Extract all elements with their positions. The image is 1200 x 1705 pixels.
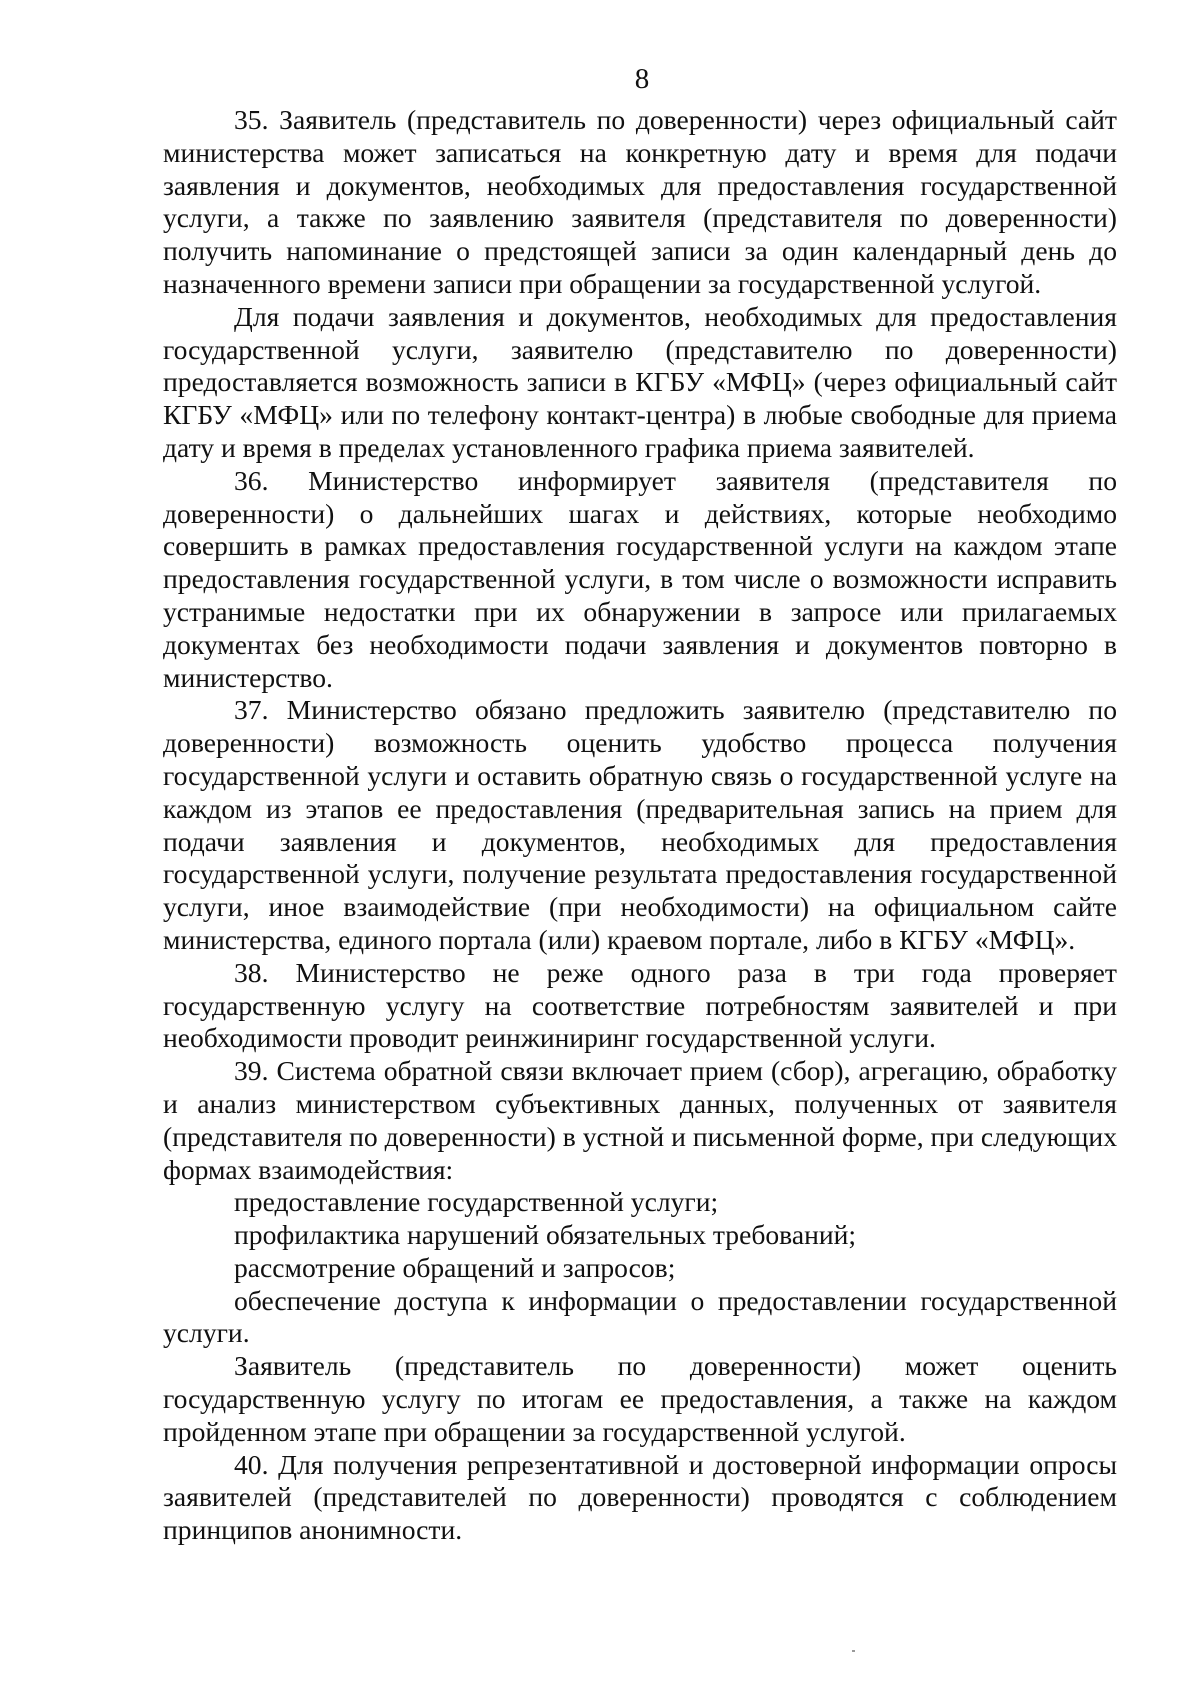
paragraph-applicant-evaluation: Заявитель (представитель по доверенности) может оценить государственную услугу по итогам ее предоставления, а также на каждом пройденном этапе при обращении за государственной услугой. (163, 1350, 1117, 1447)
paragraph-36: 36. Министерство информирует заявителя (представителя по доверенности) о дальнейших шагах и действиях, которые необходимо совершить в рамках предоставления государственной услуги на каждом этапе предоставления государственной услуги, в том числе о возможности исправить устранимые недостатки при их обнаружении в запросе или прилагаемых документах без необходимости подачи заявления и документов повторно в министерство. (163, 464, 1117, 693)
paragraph-37: 37. Министерство обязано предложить заявителю (представителю по доверенности) возможность оценить удобство процесса получения государственной услуги и оставить обратную связь о государственной услуге на каждом из этапов ее предоставления (предварительная запись на прием для подачи заявления и документов, необходимых для предоставления государственной услуги, получение результата предоставления государственной услуги, иное взаимодействие (при необходимости) на официальном сайте министерства, единого портала (или) краевом портале, либо в КГБУ «МФЦ». (163, 694, 1117, 955)
paragraph-39: 39. Система обратной связи включает прием (сбор), агрегацию, обработку и анализ министерством субъективных данных, полученных от заявителя (представителя по доверенности) в устной и письменной форме, при следующих формах взаимодействия: (163, 1055, 1117, 1185)
paragraph-40: 40. Для получения репрезентативной и достоверной информации опросы заявителей (представителей по доверенности) проводятся с соблюдением принципов анонимности. (163, 1448, 1117, 1546)
list-item-information-access: обеспечение доступа к информации о предоставлении государственной услуги. (163, 1284, 1117, 1349)
list-item-requests-review: рассмотрение обращений и запросов; (234, 1251, 676, 1283)
page-number: 8 (634, 63, 650, 95)
document-body (163, 104, 1117, 1547)
paragraph-35: 35. Заявитель (представитель по доверенности) через официальный сайт министерства может записаться на конкретную дату и время для подачи заявления и документов, необходимых для предоставления государственной услуги, а также по заявлению заявителя (представителя по доверенности) получить напоминание о предстоящей записи за один календарный день до назначенного времени записи при обращении за государственной услугой. (163, 104, 1117, 299)
paragraph-38: 38. Министерство не реже одного раза в три года проверяет государственную услугу на соответствие потребностям заявителей и при необходимости проводит реинжиниринг государственной услуги. (163, 956, 1117, 1054)
paragraph-mfc-appointment: Для подачи заявления и документов, необходимых для предоставления государственной услуги, заявителю (представителю по доверенности) предоставляется возможность записи в КГБУ «МФЦ» (через официальный сайт КГБУ «МФЦ» или по телефону контакт-центра) в любые свободные для приема дату и время в пределах установленного графика приема заявителей. (163, 300, 1117, 463)
scan-artifact (852, 1650, 855, 1652)
list-item-service-provision: предоставление государственной услуги; (234, 1186, 719, 1218)
list-item-violation-prevention: профилактика нарушений обязательных требований; (234, 1219, 857, 1251)
